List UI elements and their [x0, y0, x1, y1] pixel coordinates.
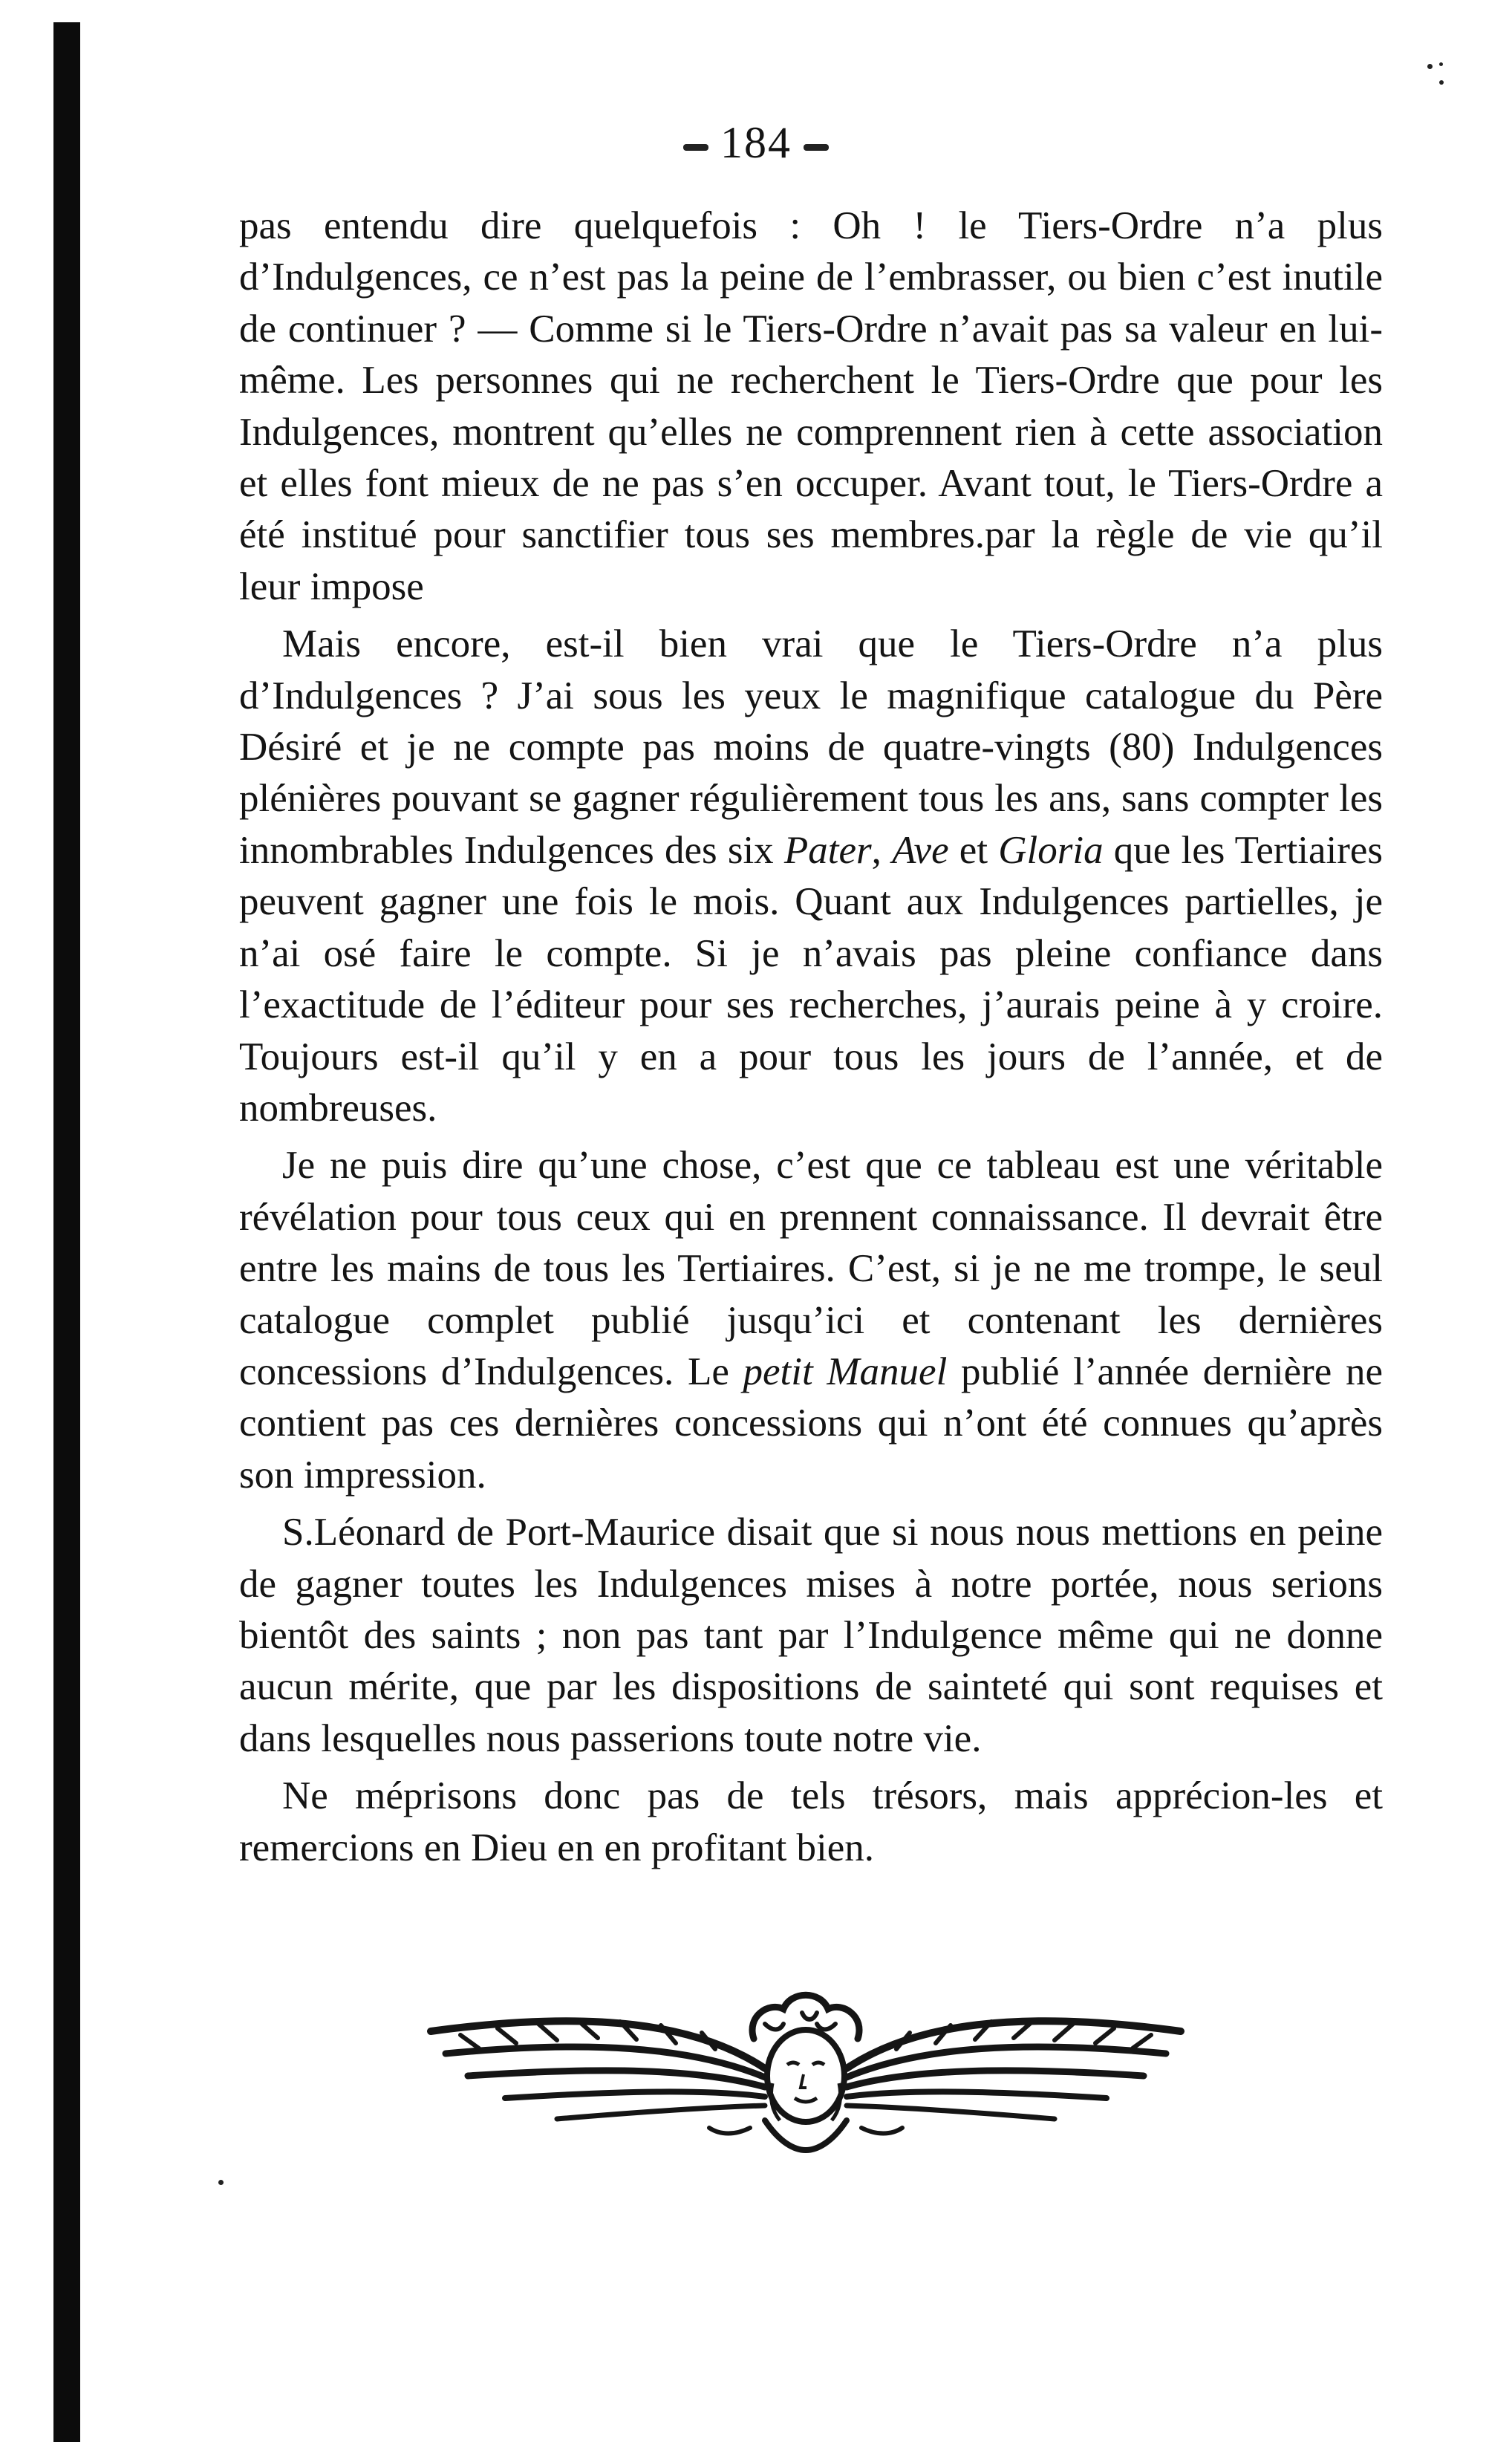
scan-speck	[1427, 64, 1433, 69]
italic-term: Ave	[892, 828, 949, 872]
scan-binding-edge	[53, 22, 80, 2442]
scan-speck	[1439, 80, 1444, 85]
paragraph-text: ,	[871, 828, 893, 872]
paragraph-5	[239, 1771, 1383, 1874]
paragraph-text: Je ne puis dire qu’une chose, c’est que ce tableau est une véritable révélation pour tous ceux qui en prennent connaissance. Il devrait être entre les mains de tous les Tertiaires. C’est, si je ne me trompe, le seul catalogue complet publié jusqu’ici et contenant les dernières concessions d’Indulgences. Le	[239, 1144, 1383, 1393]
paragraph-text: que les Tertiaires peuvent gagner une fois le mois. Quant aux Indulgences partielles, je n’ai osé faire le compte. Si je n’avais pas pleine confiance dans l’exactitude de l’éditeur pour ses recherches, j’aurais peine à y croire. Toujours est-il qu’il y en a pour tous les jours de l’année, et de nombreuses.	[239, 828, 1384, 1130]
paragraph-text: et	[948, 828, 999, 872]
paragraph-text: Ne méprisons donc pas de tels trésors, mais apprécion-les et remercions en Dieu en en profitant bien.	[239, 1774, 1383, 1869]
paragraph-4	[239, 1507, 1383, 1765]
italic-term: petit Manuel	[743, 1349, 948, 1393]
paragraph-text: Mais encore, est-il bien vrai que le Tiers-Ordre n’a plus d’Indulgences ? J’ai sous les yeux le magnifique catalogue du Père Désiré et je ne compte pas moins de quatre-vingts (80) Indulgences plénières pouvant se gagner régulièrement tous les ans, sans compter les innombrables Indulgences des six	[239, 622, 1383, 872]
italic-term: Gloria	[998, 828, 1104, 872]
scan-speck	[1439, 62, 1443, 66]
page-number-text: 184	[720, 118, 792, 167]
body-text	[239, 201, 1383, 1874]
paragraph-text: publié l’année dernière ne contient pas ces dernières concessions qui n’ont été connues qu’après son impression.	[239, 1349, 1383, 1497]
ornamental-dash-left	[683, 144, 708, 151]
paragraph-1	[239, 201, 1383, 613]
winged-cherub-head-icon	[416, 1979, 1196, 2158]
scan-speck	[218, 2180, 224, 2185]
italic-term: Pater	[783, 828, 872, 872]
page-number	[0, 117, 1512, 169]
paragraph-3	[239, 1140, 1383, 1501]
paragraph-text: pas entendu dire quelquefois : Oh ! le Tiers-Ordre n’a plus d’Indulgences, ce n’est pas la peine de l’embrasser, ou bien c’est inutile de continuer ? — Comme si le Tiers-Ordre n’avait pas sa valeur en lui-même. Les personnes qui ne recherchent le Tiers-Ordre que pour les Indulgences, montrent qu’elles ne comprennent rien à cette association et elles font mieux de ne pas s’en occuper. Avant tout, le Tiers-Ordre a été institué pour sanctifier tous ses membres.par la règle de vie qu’il leur impose	[239, 204, 1383, 608]
paragraph-2	[239, 619, 1383, 1134]
paragraph-text: S.Léonard de Port-Maurice disait que si nous nous mettions en peine de gagner toutes les Indulgences mises à notre portée, nous serions bientôt des saints ; non pas tant par l’Indulgence même qui ne donne aucun mérite, que par les dispositions de sainteté qui sont requises et dans lesquelles nous passerions toute notre vie.	[239, 1511, 1383, 1760]
ornamental-dash-right	[804, 144, 829, 151]
